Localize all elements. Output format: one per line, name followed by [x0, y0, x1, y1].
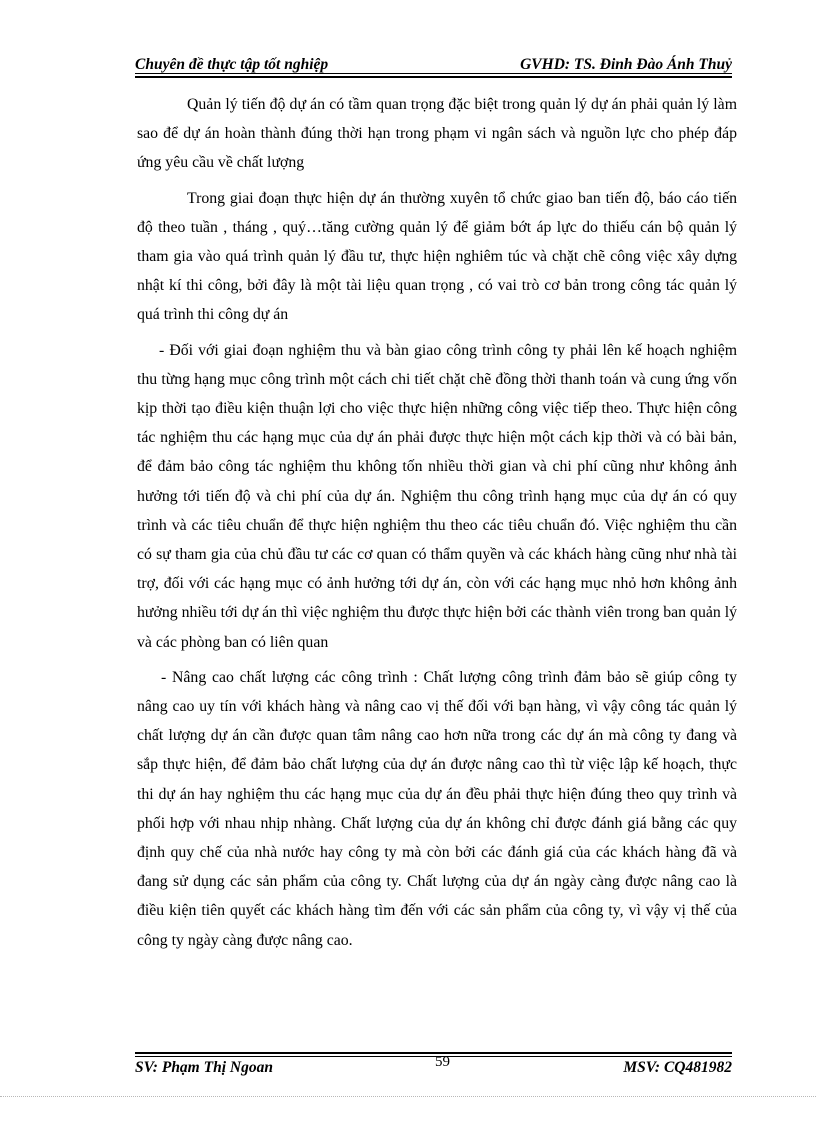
header-supervisor: GVHD: TS. Đinh Đào Ánh Thuỷ	[520, 56, 732, 73]
paragraph-implementation-phase: Trong giai đoạn thực hiện dự án thường xuyên tổ chức giao ban tiến độ, báo cáo tiến độ theo tuần , tháng , quý…tăng cường quản lý để giảm bớt áp lực do thiếu cán bộ quản lý tham gia vào quá trình quản lý đầu tư, thực hiện nghiêm túc và chặt chẽ công việc xây dựng nhật kí thi công, bởi đây là một tài liệu quan trọng , có vai trò cơ bản trong công tác quản lý quá trình thi công dự án	[137, 189, 737, 324]
paragraph-quality-improvement: - Nâng cao chất lượng các công trình : Chất lượng công trình đảm bảo sẽ giúp công ty nâng cao uy tín với khách hàng và nâng cao vị thế đối với bạn hàng, vì vậy công tác quản lý chất lượng dự án cần được quan tâm nâng cao hơn nữa trong các dự án mà công ty đang và sắp thực hiện, để đảm bảo chất lượng của dự án được nâng cao thì từ việc lập kế hoạch, thực thi dự án hay nghiệm thu các hạng mục của dự án đều phải thực hiện đúng theo quy trình và phối hợp với nhau nhịp nhàng. Chất lượng của dự án không chỉ được đánh giá bằng các quy định quy chế của nhà nước hay công ty mà còn bởi các đánh giá của các khách hàng đã và đang sử dụng các sản phẩm của công ty. Chất lượng của dự án ngày càng được nâng cao là điều kiện tiên quyết các khách hàng tìm đến với các sản phẩm của công ty, vì vậy vị thế của công ty ngày càng được nâng cao.	[137, 668, 737, 949]
page-number: 59	[435, 1054, 450, 1070]
paragraph-schedule-management: Quản lý tiến độ dự án có tầm quan trọng đặc biệt trong quản lý dự án phải quản lý làm sao để dự án hoàn thành đúng thời hạn trong phạm vi ngân sách và nguồn lực cho phép đáp ứng yêu cầu về chất lượng	[137, 96, 737, 172]
body-text	[137, 90, 737, 961]
page-edge-divider	[0, 1096, 816, 1097]
footer-student-name: SV: Phạm Thị Ngoan	[135, 1059, 273, 1076]
paragraph-acceptance-handover: - Đối với giai đoạn nghiệm thu và bàn giao công trình công ty phải lên kế hoạch nghiệm thu từng hạng mục công trình một cách chi tiết chặt chẽ đồng thời thanh toán và cung ứng vốn kịp thời tạo điều kiện thuận lợi cho việc thực hiện những công việc tiếp theo. Thực hiện công tác nghiệm thu các hạng mục của dự án phải được thực hiện một cách kịp thời và có bài bản, để đảm bảo công tác nghiệm thu không tốn nhiều thời gian và chi phí cũng như không ảnh hưởng tới tiến độ và chi phí của dự án. Nghiệm thu công trình hạng mục của dự án có quy trình và các tiêu chuẩn để thực hiện nghiệm thu theo các tiêu chuẩn đó. Việc nghiệm thu cần có sự tham gia của chủ đầu tư các cơ quan có thẩm quyền và các khách hàng cũng như nhà tài trợ, đối với các hạng mục có ảnh hưởng tới dự án, còn với các hạng mục nhỏ hơn không ảnh hưởng nhiều tới dự án thì việc nghiệm thu được thực hiện bởi các thành viên trong ban quản lý và các phòng ban có liên quan	[137, 341, 737, 651]
footer-student-id: MSV: CQ481982	[623, 1059, 732, 1076]
header-thesis-title: Chuyên đề thực tập tốt nghiệp	[135, 56, 329, 73]
header-divider	[135, 73, 732, 78]
page-header	[135, 46, 732, 74]
page-footer	[135, 1054, 732, 1080]
